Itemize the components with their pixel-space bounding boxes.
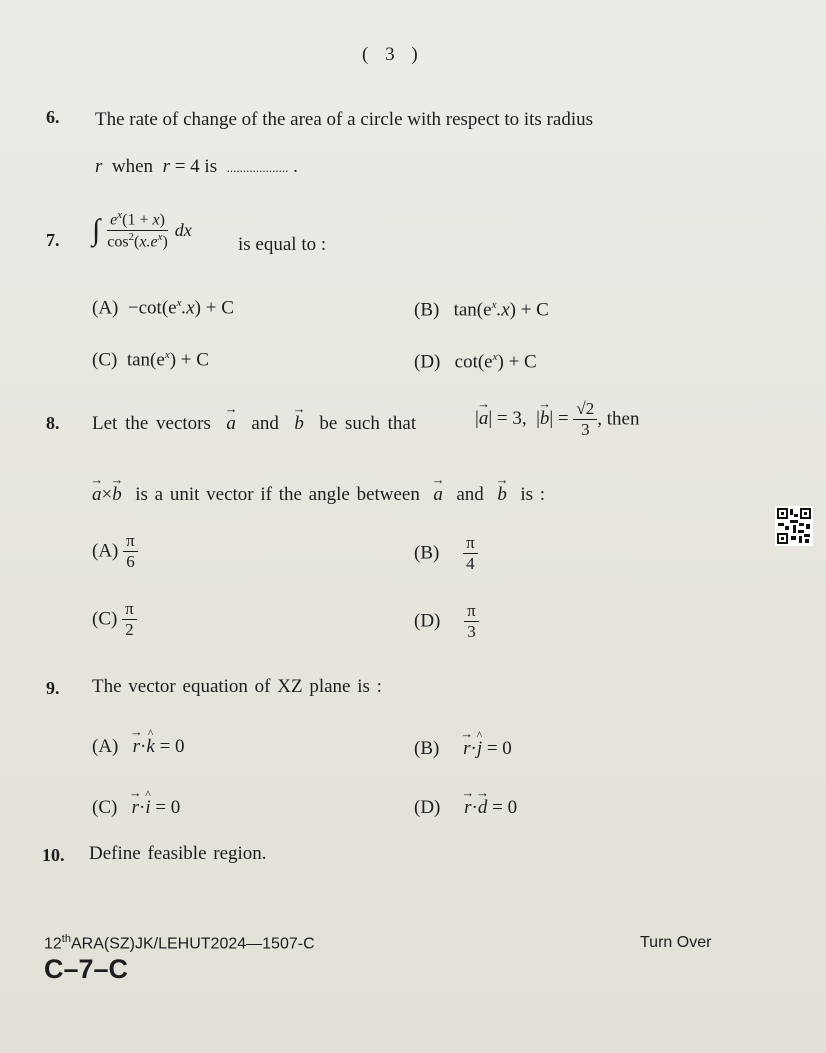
q9-option-b: (B) → r·^ j = 0 [414,738,512,760]
q8-condition: |→ a| = 3, |→ b| = $\frac{√2}{3}$ , then [475,400,639,439]
q8-line2: → a×→ b is a unit vector if the angle between → a and → b is : [92,484,545,506]
q10-number: 10. [42,845,65,865]
q7-integral: ∫ $\frac{e^x(1 + x)}{\cos^2(x.e^x)}$ dx [92,209,192,251]
q8-option-c: (C) $\frac{\pi}{2}$ [92,600,137,639]
q7-option-c: (C) $\tan(e^x) + C$ [92,349,209,371]
q8-option-d: (D) $\frac{\pi}{3}$ [414,602,479,641]
q7-number: 7. [46,230,60,250]
q7-option-d: (D) $\cot(e^x) + C$ [414,351,537,373]
q7-option-b: (B) $\tan(e^x.x) + C$ [414,299,549,321]
q10-text: Define feasible region. [89,843,267,864]
q7-tail: is equal to : [238,234,327,255]
turn-over-label: Turn Over [640,934,712,951]
q8-line1: Let the vectors → a and → b be such that [92,413,416,435]
q7-option-a: $(A) -\cot(e^x.x) + C$ [92,297,234,319]
q6-text-line1: The rate of change of the area of a circle with respect to its radius [95,109,593,130]
q9-number: 9. [46,678,60,698]
q9-option-d: (D) → r·→ d = 0 [414,797,517,819]
q8-number: 8. [46,413,60,433]
q8-option-a: (A) $\frac{\pi}{6}$ [92,532,138,571]
q9-option-c: (C) → r·^ i = 0 [92,797,180,819]
q8-option-b: (B) $\frac{\pi}{4}$ [414,534,478,573]
q6-number: 6. [46,107,60,127]
booklet-code: C–7–C [44,954,129,984]
q6-text-line2: r when r = 4 is ................... . [95,156,298,177]
q9-option-a: (A) → r·^ k = 0 [92,736,185,758]
page-number: ( 3 ) [362,44,424,65]
q9-text: The vector equation of XZ plane is : [92,676,382,697]
qr-code-icon [775,506,813,546]
paper-code: 12thARA(SZ)JK/LEHUT2024—1507-C [44,933,315,953]
